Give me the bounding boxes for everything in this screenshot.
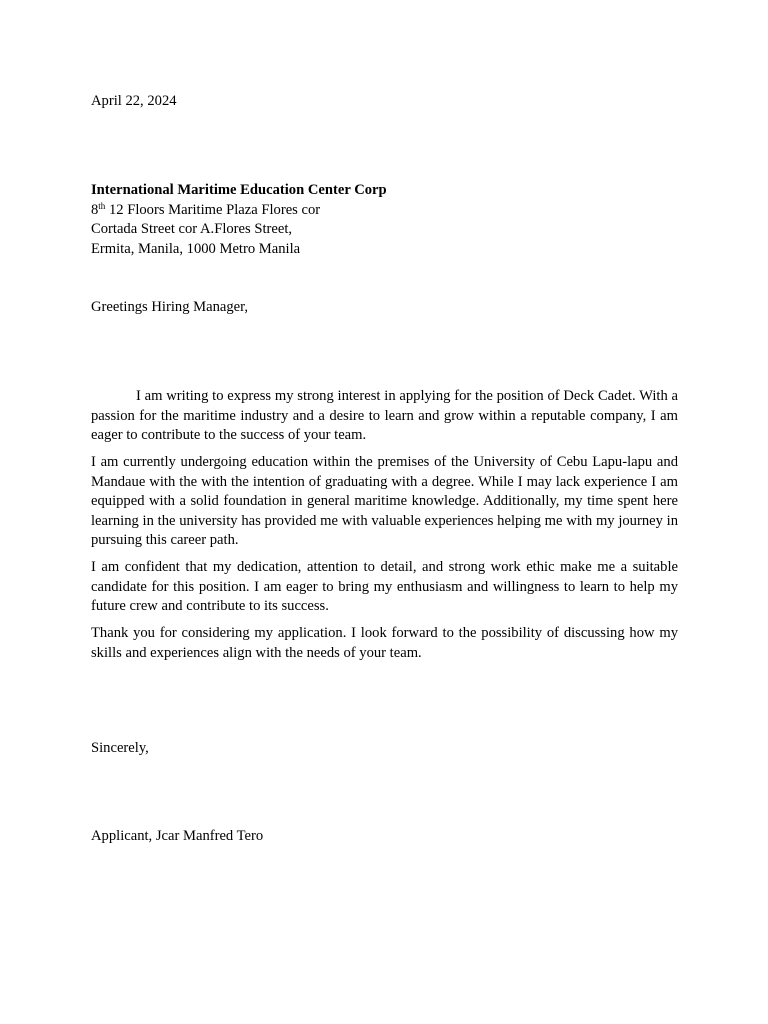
recipient-organization: International Maritime Education Center Corp bbox=[91, 182, 387, 198]
letter-date: April 22, 2024 bbox=[91, 93, 177, 109]
recipient-address bbox=[91, 181, 678, 259]
address-line-2: Cortada Street cor A.Flores Street, bbox=[91, 221, 293, 237]
body-paragraph: I am confident that my dedication, attention to detail, and strong work ethic make me a suitable candidate for this position. I am eager to bring my enthusiasm and willingness to learn to help my future crew and contribute to its success. bbox=[91, 559, 678, 614]
floor-suffix: th bbox=[98, 200, 106, 211]
body-paragraph: I am currently undergoing education within the premises of the University of Cebu Lapu-lapu and Mandaue with the with the intention of graduating with a degree. While I may lack experience I am equipped with a solid foundation in general maritime knowledge. Additionally, my time spent here learning in the university has provided me with valuable experiences helping me with my journey in pursuing this career path. bbox=[91, 454, 678, 548]
address-line-1-text: 12 Floors Maritime Plaza Flores cor bbox=[105, 201, 321, 218]
greeting: Greetings Hiring Manager, bbox=[91, 299, 249, 315]
closing: Sincerely, bbox=[91, 740, 149, 756]
address-line-1 bbox=[91, 201, 678, 221]
address-line-3: Ermita, Manila, 1000 Metro Manila bbox=[91, 240, 301, 257]
signature-line: Applicant, Jcar Manfred Tero bbox=[91, 828, 264, 844]
body-paragraph: I am writing to express my strong interest in applying for the position of Deck Cadet. With a passion for the maritime industry and a desire to learn and grow within a reputable company, I am eager to contribute to the success of your team. bbox=[91, 388, 678, 443]
letter-body bbox=[91, 387, 678, 671]
floor-number: 8 bbox=[91, 201, 99, 218]
body-paragraph: Thank you for considering my application. I look forward to the possibility of discussing how my skills and experiences align with the needs of your team. bbox=[91, 625, 678, 661]
